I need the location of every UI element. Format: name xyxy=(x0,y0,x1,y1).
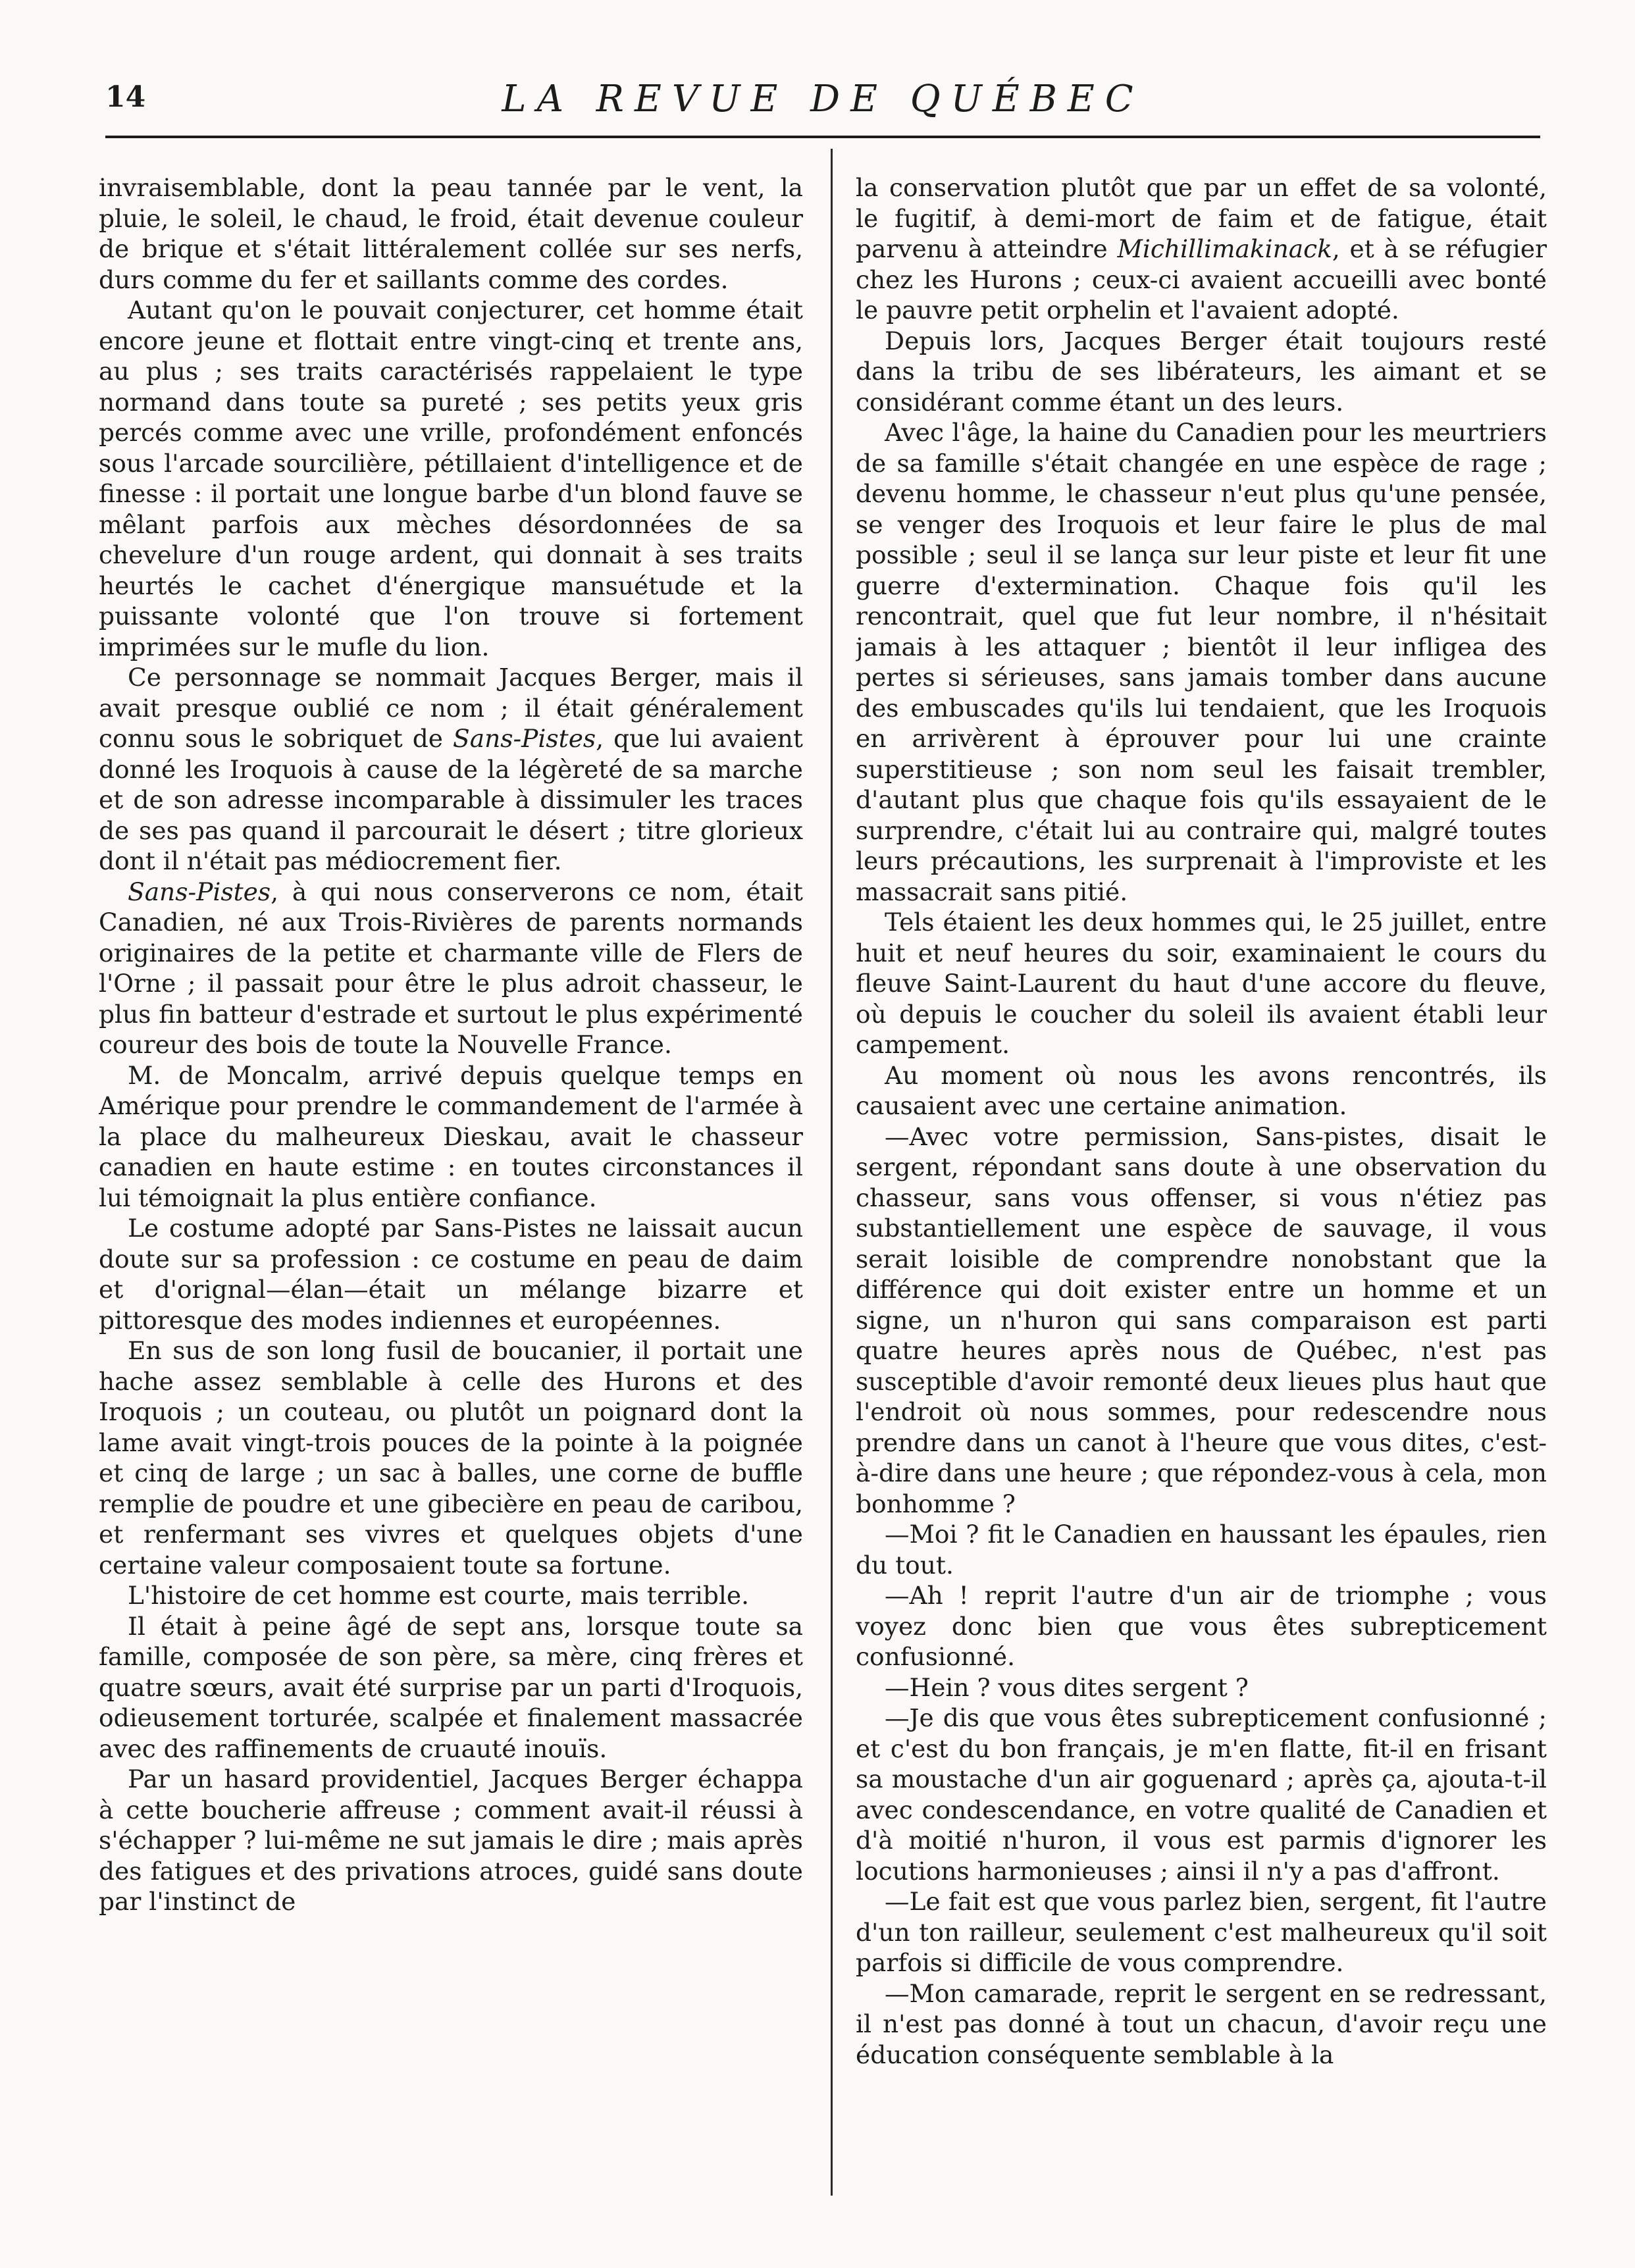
paragraph: L'histoire de cet homme est courte, mais terrible. xyxy=(128,1581,750,1610)
paragraph: Depuis lors, Jacques Berger était toujours resté dans la tribu de ses libérateurs, les aimant et se considérant comme étant un des leurs. xyxy=(856,326,1547,417)
journal-title: LA REVUE DE QUÉBEC xyxy=(502,78,1144,120)
paragraph: Autant qu'on le pouvait conjecturer, cet homme était encore jeune et flottait entre vingt-cinq et trente ans, au plus ; ses traits caractérisés rappelaient le type normand dans toute sa pureté ; ses petits yeux gris percés comme avec une vrille, profondément enfoncés sous l'arcade sourcilière, pétillaient d'intelligence et de finesse : il portait une longue barbe d'un blond fauve se mêlant parfois aux mèches désordonnées de sa chevelure d'un rouge ardent, qui donnait à ses traits heurtés le cachet d'énergique mansuétude et la puissante volonté que l'on trouve si fortement imprimées sur le mufle du lion. xyxy=(99,296,803,661)
paragraph: Par un hasard providentiel, Jacques Berger échappa à cette boucherie affreuse ; comment avait-il réussi à s'échapper ? lui-même ne sut jamais le dire ; mais après des fatigues et des privations atroces, guidé sans doute par l'instinct de xyxy=(99,1765,803,1916)
paragraph: Ce personnage se nommait Jacques Berger, mais il avait presque oublié ce nom ; il était généralement connu sous le sobriquet de Sans-Pistes, que lui avaient donné les Iroquois à cause de la légèreté de sa marche et de son adresse incomparable à dissimuler les traces de ses pas quand il parcourait le désert ; titre glorieux dont il n'était pas médiocrement fier. xyxy=(99,663,803,875)
paragraph: Sans-Pistes, à qui nous conserverons ce nom, était Canadien, né aux Trois-Rivières de parents normands originaires de la petite et charmante ville de Flers de l'Orne ; il passait pour être le plus adroit chasseur, le plus fin batteur d'estrade et surtout le plus expérimenté coureur des bois de toute la Nouvelle France. xyxy=(99,877,803,1059)
paragraph: Au moment où nous les avons rencontrés, ils causaient avec une certaine animation. xyxy=(856,1060,1547,1120)
page-header xyxy=(105,78,1540,130)
paragraph: —Le fait est que vous parlez bien, sergent, fit l'autre d'un ton railleur, seulement c'est malheureux qu'il soit parfois si difficile de vous comprendre. xyxy=(856,1887,1547,1977)
paragraph: Avec l'âge, la haine du Canadien pour les meurtriers de sa famille s'était changée en une espèce de rage ; devenu homme, le chasseur n'eut plus qu'une pensée, se venger des Iroquois et leur faire le plus de mal possible ; seul il se lança sur leur piste et leur fit une guerre d'extermination. Chaque fois qu'il les rencontrait, quel que fut leur nombre, il n'hésitait jamais à les attaquer ; bientôt il leur infligea des pertes si sérieuses, sans jamais tomber dans aucune des embuscades qu'ils lui tendaient, que les Iroquois en arrivèrent à éprouver pour lui une crainte superstitieuse ; son nom seul les faisait trembler, d'autant plus que chaque fois qu'ils essayaient de le surprendre, c'était lui au contraire qui, malgré toutes leurs précautions, les surprenait à l'improviste et les massacrait sans pitié. xyxy=(856,418,1547,906)
right-column xyxy=(856,172,1547,2206)
paragraph: M. de Moncalm, arrivé depuis quelque temps en Amérique pour prendre le commandement de l'armée à la place du malheureux Dieskau, avait le chasseur canadien en haute estime : en toutes circonstances il lui témoignait la plus entière confiance. xyxy=(99,1060,803,1212)
paragraph: Tels étaient les deux hommes qui, le 25 juillet, entre huit et neuf heures du soir, examinaient le cours du fleuve Saint-Laurent du haut d'une accore du fleuve, où depuis le coucher du soleil ils avaient établi leur campement. xyxy=(856,908,1547,1059)
paragraph: —Moi ? fit le Canadien en haussant les épaules, rien du tout. xyxy=(856,1520,1547,1580)
paragraph: —Mon camarade, reprit le sergent en se redressant, il n'est pas donné à tout un chacun, d'avoir reçu une éducation conséquente semblable à la xyxy=(856,1978,1547,2069)
paragraph: Le costume adopté par Sans-Pistes ne laissait aucun doute sur sa profession : ce costume en peau de daim et d'orignal—élan—était un mélange bizarre et pittoresque des modes indiennes et européennes. xyxy=(99,1214,803,1335)
paragraph: la conservation plutôt que par un effet de sa volonté, le fugitif, à demi-mort de faim et de fatigue, était parvenu à atteindre Michillimakinack, et à se réfugier chez les Hurons ; ceux-ci avaient accueilli avec bonté le pauvre petit orphelin et l'avaient adopté. xyxy=(856,173,1547,324)
left-column xyxy=(99,172,803,2206)
paragraph: —Hein ? vous dites sergent ? xyxy=(885,1672,1249,1702)
paragraph: invraisemblable, dont la peau tannée par le vent, la pluie, le soleil, le chaud, le froid, était devenue couleur de brique et s'était littéralement collée sur ses nerfs, durs comme du fer et saillants comme des cordes. xyxy=(99,173,803,294)
paragraph: —Ah ! reprit l'autre d'un air de triomphe ; vous voyez donc bien que vous êtes subrepticement confusionné. xyxy=(856,1581,1547,1671)
paragraph: En sus de son long fusil de boucanier, il portait une hache assez semblable à celle des Hurons et des Iroquois ; un couteau, ou plutôt un poignard dont la lame avait vingt-trois pouces de la pointe à la poignée et cinq de large ; un sac à balles, une corne de buffle remplie de poudre et une gibecière en peau de caribou, et renfermant ses vivres et quelques objets d'une certaine valeur composaient toute sa fortune. xyxy=(99,1336,803,1580)
header-rule xyxy=(105,136,1540,138)
paragraph: Il était à peine âgé de sept ans, lorsque toute sa famille, composée de son père, sa mère, cinq frères et quatre sœurs, avait été surprise par un parti d'Iroquois, odieusement torturée, scalpée et finalement massacrée avec des raffinements de cruauté inouïs. xyxy=(99,1611,803,1763)
page-number: 14 xyxy=(105,80,146,114)
column-divider xyxy=(831,149,833,2196)
paragraph: —Je dis que vous êtes subrepticement confusionné ; et c'est du bon français, je m'en flatte, fit-il en frisant sa moustache d'un air goguenard ; après ça, ajouta-t-il avec condescendance, en votre qualité de Canadien et d'à moitié n'huron, il vous est parmis d'ignorer les locutions harmonieuses ; ainsi il n'y a pas d'affront. xyxy=(856,1703,1547,1886)
paragraph: —Avec votre permission, Sans-pistes, disait le sergent, répondant sans doute à une observation du chasseur, sans vous offenser, si vous n'étiez pas substantiellement une espèce de sauvage, il vous serait loisible de comprendre nonobstant que la différence qui doit exister entre un homme et un signe, un n'huron qui sans comparaison est parti quatre heures après nous de Québec, n'est pas susceptible d'avoir remonté deux lieues plus haut que l'endroit où nous sommes, pour redescendre nous prendre dans un canot à l'heure que vous dites, c'est-à-dire dans une heure ; que répondez-vous à cela, mon bonhomme ? xyxy=(856,1121,1547,1518)
